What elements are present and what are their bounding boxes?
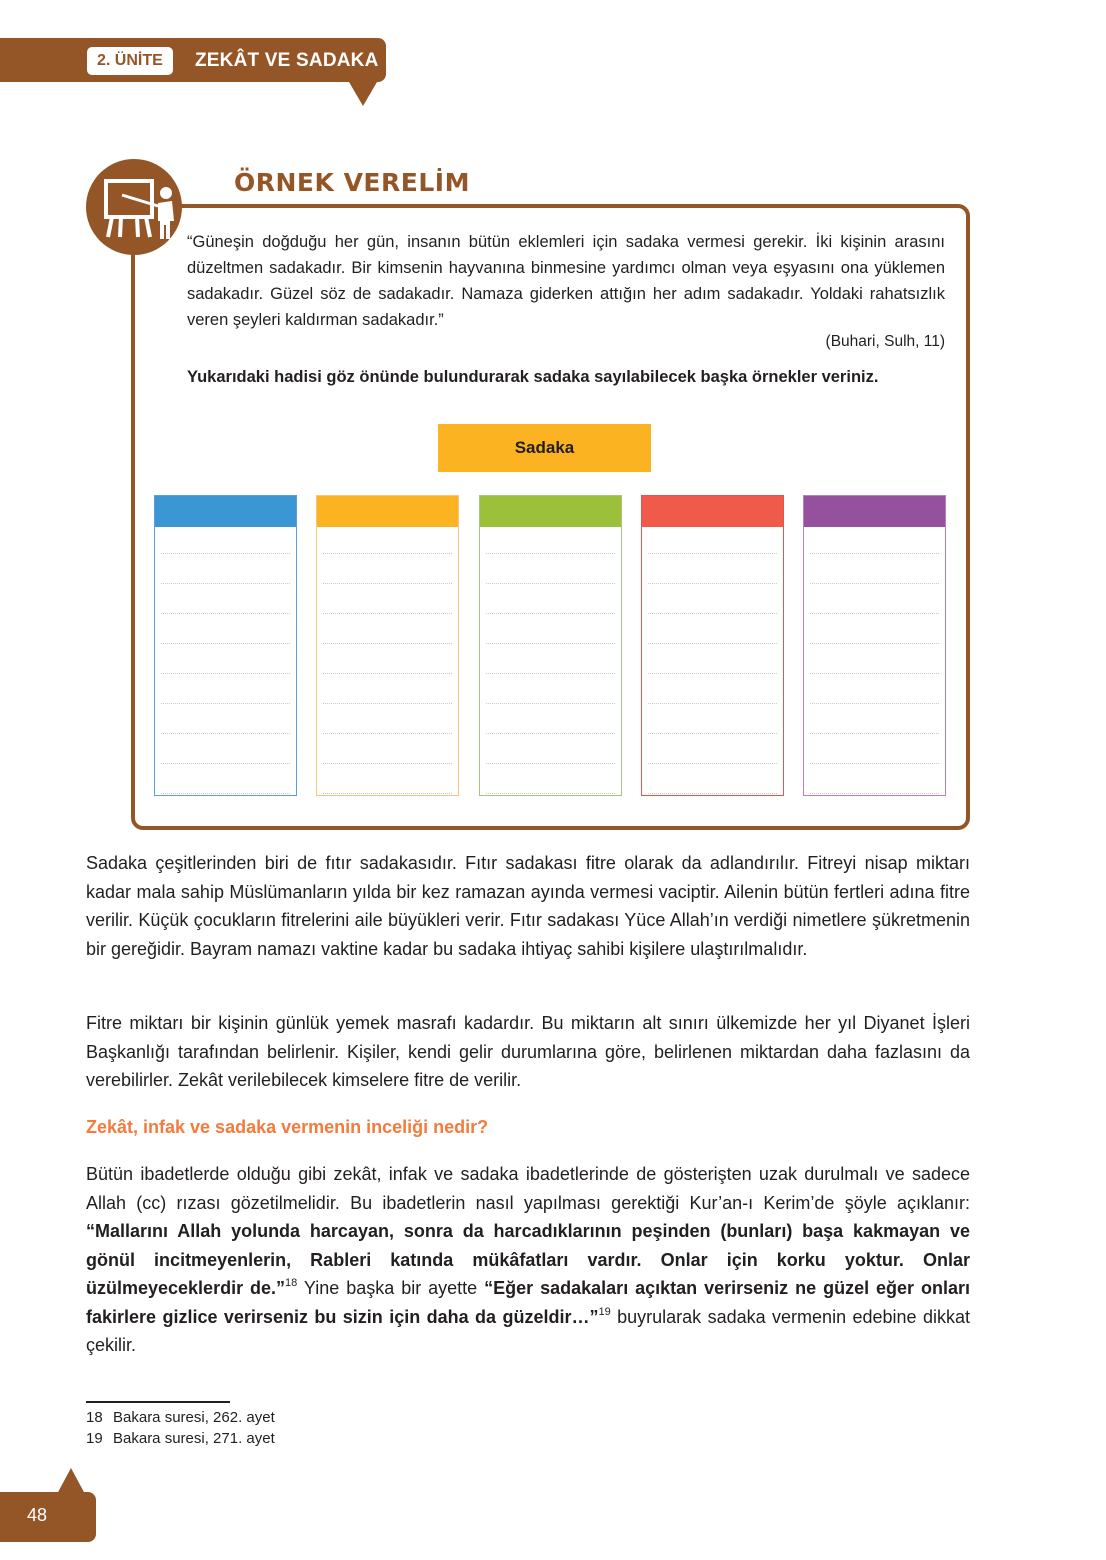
dotted-answer-line[interactable] bbox=[323, 643, 452, 644]
dotted-answer-line[interactable] bbox=[486, 763, 615, 764]
dotted-answer-line[interactable] bbox=[161, 613, 290, 614]
footnote-18 bbox=[86, 1407, 275, 1428]
dotted-answer-line[interactable] bbox=[648, 553, 777, 554]
dotted-answer-line[interactable] bbox=[486, 613, 615, 614]
answer-column-4[interactable] bbox=[641, 495, 784, 796]
dotted-answer-line[interactable] bbox=[486, 643, 615, 644]
dotted-answer-line[interactable] bbox=[486, 703, 615, 704]
dotted-answer-line[interactable] bbox=[323, 703, 452, 704]
answer-column-2[interactable] bbox=[316, 495, 459, 796]
dotted-answer-line[interactable] bbox=[161, 733, 290, 734]
dotted-answer-line[interactable] bbox=[161, 793, 290, 794]
dotted-answer-line[interactable] bbox=[161, 763, 290, 764]
page-number: 48 bbox=[27, 1505, 48, 1525]
dotted-answer-line[interactable] bbox=[161, 643, 290, 644]
dotted-answer-line[interactable] bbox=[810, 763, 939, 764]
answer-lines bbox=[486, 527, 615, 795]
dotted-answer-line[interactable] bbox=[323, 763, 452, 764]
answer-column-header bbox=[804, 496, 945, 527]
answer-column-header bbox=[317, 496, 458, 527]
quran-quote-2: “Eğer sadakaları açıktan verirseniz ne güzel eğer onları fakirlere gizlice verirseniz bu sizin için daha da güzeldir…” bbox=[86, 1278, 971, 1327]
footnote-number: 19 bbox=[86, 1430, 103, 1447]
teacher-presentation-icon bbox=[86, 159, 182, 255]
dotted-answer-line[interactable] bbox=[161, 583, 290, 584]
dotted-answer-line[interactable] bbox=[323, 613, 452, 614]
hadith-source: (Buhari, Sulh, 11) bbox=[825, 333, 945, 350]
answer-column-header bbox=[480, 496, 621, 527]
sadaka-center-box: Sadaka bbox=[438, 424, 651, 472]
dotted-answer-line[interactable] bbox=[323, 553, 452, 554]
footnote-text: Bakara suresi, 262. ayet bbox=[113, 1409, 275, 1426]
text: Yine başka bir ayette bbox=[297, 1278, 485, 1298]
dotted-answer-line[interactable] bbox=[323, 733, 452, 734]
paragraph-fitre-amount: Fitre miktarı bir kişinin günlük yemek masrafı kadardır. Bu miktarın alt sınırı ülkemizde her yıl Diyanet İşleri Başkanlığı tarafından belirlenir. Kişiler, kendi gelir durumlarına göre, belirlenen miktardan daha fazlasını da verebilirler. Zekât verilebilecek kimselere fitre de verilir. bbox=[86, 1013, 970, 1090]
answer-lines bbox=[323, 527, 452, 795]
unit-banner-tail bbox=[349, 82, 377, 106]
footnote-ref-18: 18 bbox=[285, 1277, 298, 1289]
answer-column-1[interactable] bbox=[154, 495, 297, 796]
footnote-19 bbox=[86, 1428, 275, 1449]
answer-column-header bbox=[642, 496, 783, 527]
dotted-answer-line[interactable] bbox=[323, 583, 452, 584]
dotted-answer-line[interactable] bbox=[648, 673, 777, 674]
page-number-tab bbox=[0, 1492, 96, 1542]
footnote-ref-19: 19 bbox=[598, 1305, 611, 1318]
exercise-prompt: Yukarıdaki hadisi göz önünde bulundurarak sadaka sayılabilecek başka örnekler veriniz. bbox=[187, 368, 879, 386]
dotted-answer-line[interactable] bbox=[161, 703, 290, 704]
text: buyrularak sadaka vermenin edebine dikkat çekilir. bbox=[86, 1306, 970, 1355]
answer-lines bbox=[810, 527, 939, 795]
answer-column-3[interactable] bbox=[479, 495, 622, 796]
answer-column-header bbox=[155, 496, 296, 527]
dotted-answer-line[interactable] bbox=[161, 673, 290, 674]
dotted-answer-line[interactable] bbox=[648, 793, 777, 794]
dotted-answer-line[interactable] bbox=[648, 643, 777, 644]
page-tab-tip bbox=[57, 1468, 85, 1494]
dotted-answer-line[interactable] bbox=[648, 703, 777, 704]
footnote-divider bbox=[86, 1401, 230, 1403]
dotted-answer-line[interactable] bbox=[648, 763, 777, 764]
paragraph-fitre: Sadaka çeşitlerinden biri de fıtır sadakasıdır. Fıtır sadakası fitre olarak da adlandırılır. Fitreyi nisap miktarı kadar mala sahip Müslümanların yılda bir kez ramazan ayında vermesi vaciptir. Ailenin bütün fertleri adına fitre verilir. Küçük çocukların fitrelerini aile büyükleri verir. Fıtır sadakası Yüce Allah’ın verdiği nimetlere şükretmenin bir gereğidir. Bayram namazı vaktine kadar bu sadaka ihtiyaç sahibi kişilere ulaştırılmalıdır. bbox=[86, 853, 970, 959]
dotted-answer-line[interactable] bbox=[810, 613, 939, 614]
unit-title: ZEKÂT VE SADAKA bbox=[195, 50, 379, 71]
footnote-number: 18 bbox=[86, 1409, 103, 1426]
answer-lines bbox=[161, 527, 290, 795]
footnote-text: Bakara suresi, 271. ayet bbox=[113, 1430, 275, 1447]
dotted-answer-line[interactable] bbox=[810, 583, 939, 584]
footnotes bbox=[86, 1407, 275, 1449]
answer-lines bbox=[648, 527, 777, 795]
dotted-answer-line[interactable] bbox=[486, 553, 615, 554]
paragraph-subtlety bbox=[86, 1160, 970, 1360]
dotted-answer-line[interactable] bbox=[486, 793, 615, 794]
dotted-answer-line[interactable] bbox=[810, 553, 939, 554]
text: Bütün ibadetlerde olduğu gibi zekât, infak ve sadaka ibadetlerinde de gösterişten uzak durulmalı ve sadece Allah (cc) rızası gözetilmelidir. Bu ibadetlerin nasıl yapılması gerektiği Kur’an-ı Kerim’de şöyle açıklanır: bbox=[86, 1164, 970, 1213]
quran-quote-1: “Mallarını Allah yolunda harcayan, sonra da harcadıklarının peşinden (bunları) başa kakmayan ve gönül incitmeyenlerin, Rableri katında mükâfatları vardır. Onlar için korku yoktur. Onlar üzülmeyeceklerdir de.” bbox=[86, 1221, 970, 1298]
dotted-answer-line[interactable] bbox=[810, 643, 939, 644]
unit-number-badge: 2. ÜNİTE bbox=[87, 47, 173, 75]
dotted-answer-line[interactable] bbox=[810, 793, 939, 794]
example-title: ÖRNEK VERELİM bbox=[234, 168, 470, 197]
hadith-quote: “Güneşin doğduğu her gün, insanın bütün eklemleri için sadaka vermesi gerekir. İki kişinin arasını düzeltmen sadakadır. Bir kimsenin hayvanına binmesine yardımcı olman veya eşyasını ona yüklemen sadakadır. Güzel söz de sadakadır. Namaza giderken attığın her adım sadakadır. Yoldaki rahatsızlık veren şeyleri kaldırman sadakadır.” bbox=[187, 233, 945, 329]
answer-column-5[interactable] bbox=[803, 495, 946, 796]
section-heading: Zekât, infak ve sadaka vermenin inceliği nedir? bbox=[86, 1117, 489, 1137]
dotted-answer-line[interactable] bbox=[161, 553, 290, 554]
dotted-answer-line[interactable] bbox=[486, 583, 615, 584]
dotted-answer-line[interactable] bbox=[648, 613, 777, 614]
dotted-answer-line[interactable] bbox=[648, 583, 777, 584]
dotted-answer-line[interactable] bbox=[323, 673, 452, 674]
dotted-answer-line[interactable] bbox=[810, 703, 939, 704]
dotted-answer-line[interactable] bbox=[486, 733, 615, 734]
dotted-answer-line[interactable] bbox=[810, 673, 939, 674]
dotted-answer-line[interactable] bbox=[323, 793, 452, 794]
dotted-answer-line[interactable] bbox=[810, 733, 939, 734]
dotted-answer-line[interactable] bbox=[648, 733, 777, 734]
dotted-answer-line[interactable] bbox=[486, 673, 615, 674]
